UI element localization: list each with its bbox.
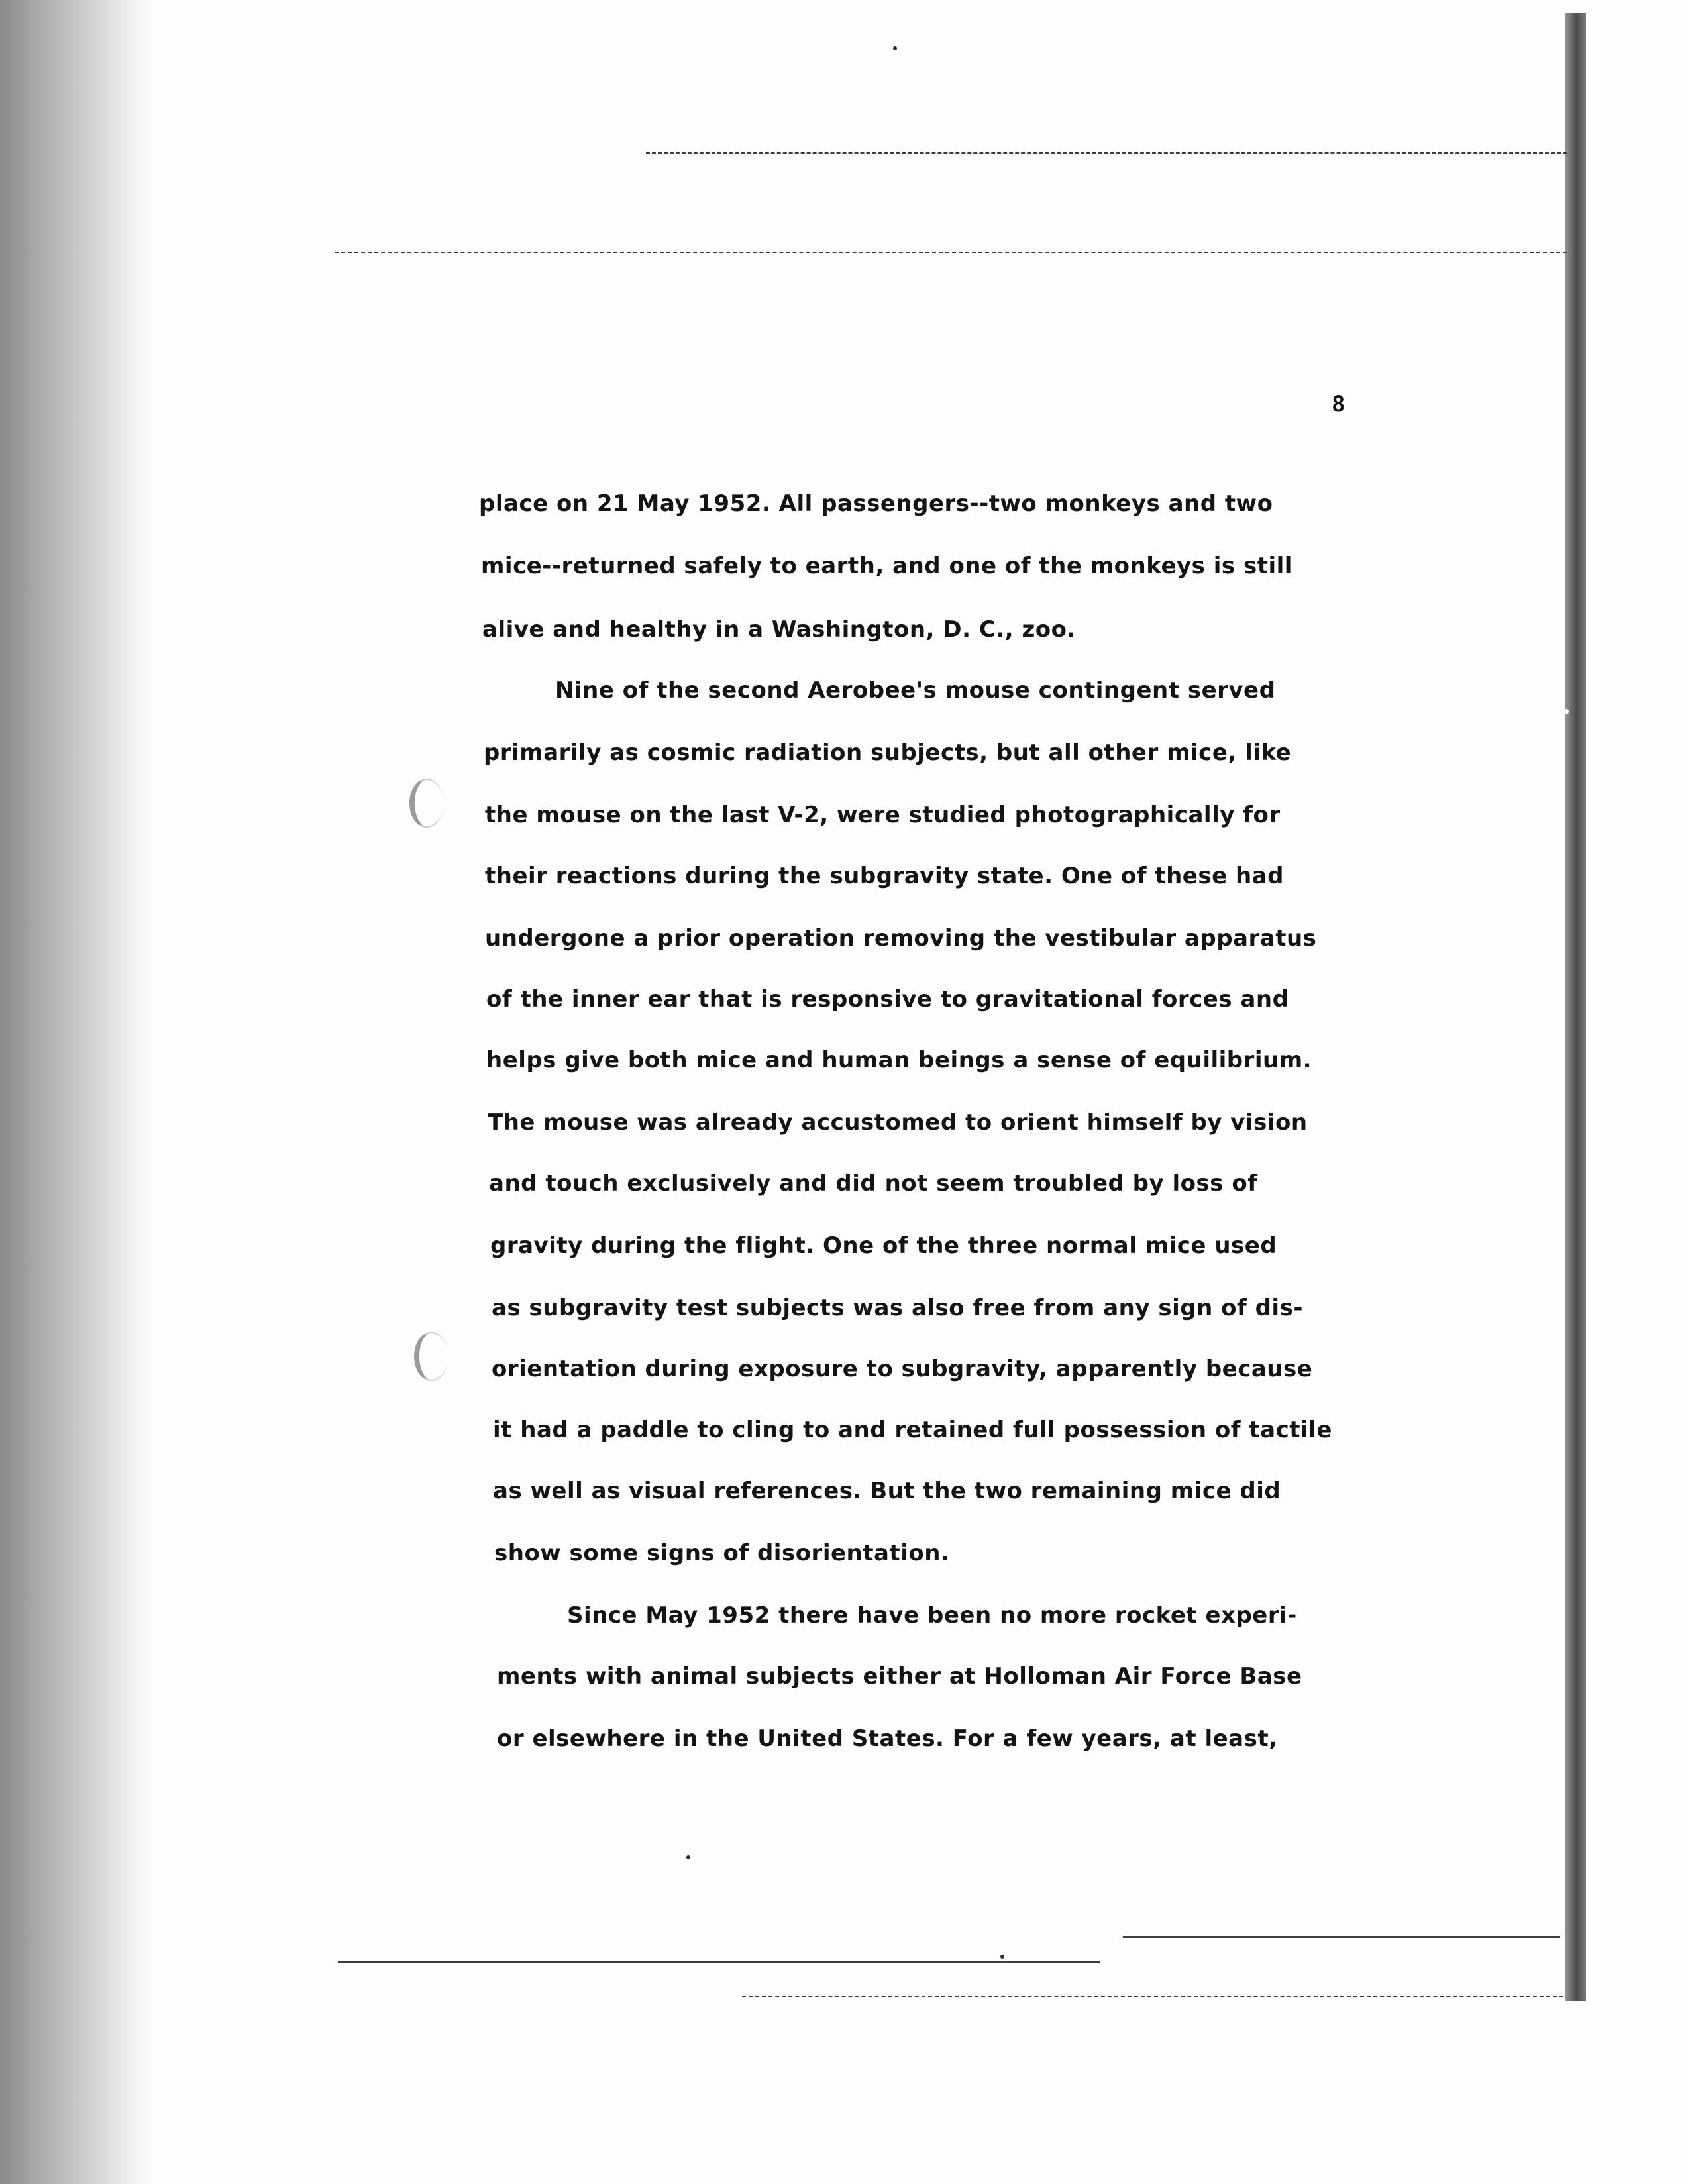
binder-hole-mark bbox=[409, 779, 444, 828]
text-line: primarily as cosmic radiation subjects, but all other mice, like bbox=[484, 739, 1292, 766]
text-line: The mouse was already accustomed to orient himself by vision bbox=[488, 1109, 1308, 1136]
text-line: orientation during exposure to subgravity, apparently because bbox=[492, 1356, 1313, 1382]
text-line: and touch exclusively and did not seem troubled by loss of bbox=[489, 1170, 1258, 1197]
text-line: as subgravity test subjects was also free from any sign of dis- bbox=[492, 1295, 1303, 1321]
scan-speck bbox=[1563, 709, 1569, 714]
text-line: mice--returned safely to earth, and one of the monkeys is still bbox=[481, 553, 1292, 579]
text-line: gravity during the flight. One of the three normal mice used bbox=[490, 1232, 1277, 1259]
scan-speck bbox=[686, 1855, 690, 1859]
text-line: their reactions during the subgravity state. One of these had bbox=[485, 863, 1284, 889]
text-line: Nine of the second Aerobee's mouse contingent served bbox=[555, 677, 1276, 704]
scan-speck bbox=[1000, 1955, 1004, 1959]
scan-margin-right bbox=[1586, 0, 1688, 2184]
scan-rule-top-1 bbox=[646, 152, 1567, 154]
page-number: 8 bbox=[1332, 391, 1345, 417]
text-line: place on 21 May 1952. All passengers--two monkeys and two bbox=[479, 490, 1273, 517]
text-line: it had a paddle to cling to and retained full possession of tactile bbox=[493, 1417, 1332, 1443]
text-line: ments with animal subjects either at Holloman Air Force Base bbox=[497, 1663, 1302, 1690]
text-line: show some signs of disorientation. bbox=[494, 1540, 950, 1566]
text-line: Since May 1952 there have been no more rocket experi- bbox=[567, 1602, 1297, 1629]
text-line: the mouse on the last V-2, were studied photographically for bbox=[485, 802, 1281, 828]
scan-rule-bottom-1 bbox=[338, 1961, 1100, 1963]
text-line: or elsewhere in the United States. For a few years, at least, bbox=[497, 1725, 1278, 1752]
binder-hole-mark bbox=[414, 1332, 448, 1381]
scan-edge-right bbox=[1565, 13, 1586, 2001]
scan-rule-bottom-2 bbox=[1123, 1936, 1560, 1938]
text-line: helps give both mice and human beings a sense of equilibrium. bbox=[486, 1047, 1312, 1073]
scan-shadow-left bbox=[0, 0, 152, 2184]
text-line: as well as visual references. But the two remaining mice did bbox=[493, 1478, 1281, 1504]
scan-rule-top-2 bbox=[335, 252, 1567, 253]
text-line: of the inner ear that is responsive to gravitational forces and bbox=[486, 986, 1289, 1012]
scan-rule-bottom-3 bbox=[742, 1996, 1563, 1997]
text-line: alive and healthy in a Washington, D. C., zoo. bbox=[482, 616, 1076, 643]
scan-speck bbox=[893, 46, 897, 50]
text-line: undergone a prior operation removing the vestibular apparatus bbox=[485, 925, 1317, 952]
